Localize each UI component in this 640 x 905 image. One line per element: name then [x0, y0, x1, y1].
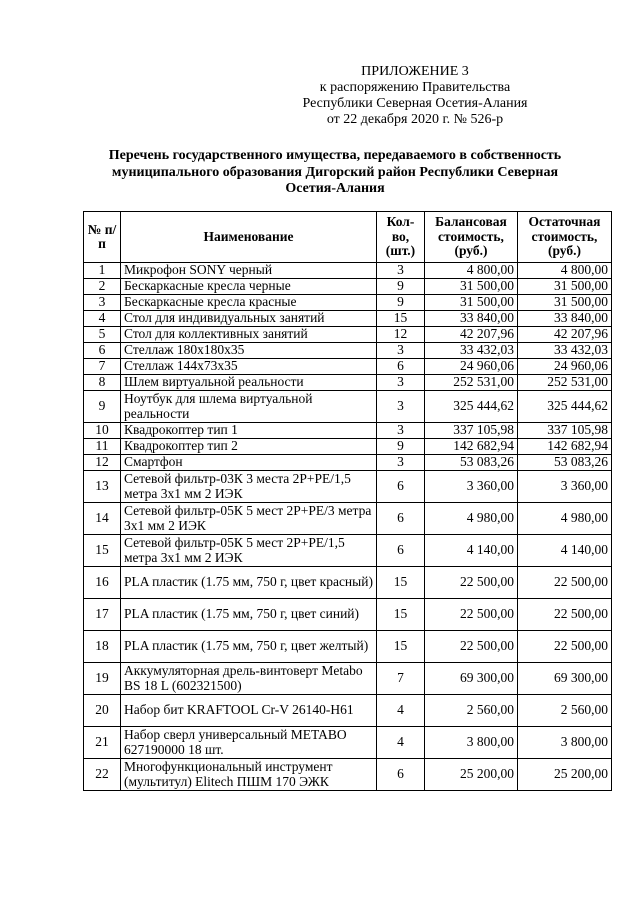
row-balance: 42 207,96: [425, 327, 518, 343]
row-number: 11: [84, 439, 121, 455]
table-row: [84, 439, 612, 455]
row-number: 8: [84, 375, 121, 391]
row-qty: 6: [377, 503, 425, 535]
row-balance: 4 140,00: [425, 535, 518, 567]
row-residual: 53 083,26: [518, 455, 612, 471]
header-residual: Остаточная стоимость, (руб.): [518, 212, 612, 263]
row-residual: 69 300,00: [518, 663, 612, 695]
row-qty: 9: [377, 295, 425, 311]
row-balance: 69 300,00: [425, 663, 518, 695]
row-residual: 325 444,62: [518, 391, 612, 423]
row-name: Квадрокоптер тип 2: [121, 439, 377, 455]
table-row: [84, 471, 612, 503]
row-number: 4: [84, 311, 121, 327]
table-row: [84, 359, 612, 375]
row-residual: 3 800,00: [518, 727, 612, 759]
row-number: 19: [84, 663, 121, 695]
row-residual: 4 800,00: [518, 263, 612, 279]
row-residual: 4 140,00: [518, 535, 612, 567]
row-residual: 22 500,00: [518, 567, 612, 599]
row-balance: 4 980,00: [425, 503, 518, 535]
row-balance: 31 500,00: [425, 295, 518, 311]
row-qty: 9: [377, 279, 425, 295]
row-name: PLA пластик (1.75 мм, 750 г, цвет красный): [121, 567, 377, 599]
row-number: 3: [84, 295, 121, 311]
row-balance: 33 840,00: [425, 311, 518, 327]
row-qty: 15: [377, 567, 425, 599]
row-number: 6: [84, 343, 121, 359]
table-row: [84, 311, 612, 327]
row-name: PLA пластик (1.75 мм, 750 г, цвет желтый): [121, 631, 377, 663]
row-name: Набор бит KRAFTOOL Cr-V 26140-H61: [121, 695, 377, 727]
appendix-date: от 22 декабря 2020 г. № 526-р: [326, 112, 504, 127]
row-qty: 3: [377, 263, 425, 279]
row-name: Стол для коллективных занятий: [121, 327, 377, 343]
document-title: [90, 148, 580, 198]
row-residual: 24 960,06: [518, 359, 612, 375]
header-qty: Кол-во, (шт.): [377, 212, 425, 263]
appendix-number: ПРИЛОЖЕНИЕ 3: [361, 64, 469, 79]
row-qty: 6: [377, 359, 425, 375]
row-qty: 3: [377, 423, 425, 439]
title-line: Перечень государственного имущества, передаваемого в собственность: [108, 148, 562, 163]
row-qty: 6: [377, 759, 425, 791]
row-name: Аккумуляторная дрель-винтоверт Metabo BS 18 L (602321500): [121, 663, 377, 695]
row-residual: 33 432,03: [518, 343, 612, 359]
table-row: [84, 279, 612, 295]
table-row: [84, 631, 612, 663]
row-qty: 4: [377, 727, 425, 759]
table-row: [84, 263, 612, 279]
row-qty: 3: [377, 455, 425, 471]
row-qty: 7: [377, 663, 425, 695]
row-residual: 2 560,00: [518, 695, 612, 727]
property-table: [83, 211, 612, 791]
row-number: 16: [84, 567, 121, 599]
row-name: Бескаркасные кресла черные: [121, 279, 377, 295]
row-number: 13: [84, 471, 121, 503]
header-name: Наименование: [121, 212, 377, 263]
row-qty: 15: [377, 599, 425, 631]
row-number: 20: [84, 695, 121, 727]
row-number: 14: [84, 503, 121, 535]
table-row: [84, 663, 612, 695]
row-name: Стеллаж 144х73х35: [121, 359, 377, 375]
table-row: [84, 535, 612, 567]
row-name: Ноутбук для шлема виртуальной реальности: [121, 391, 377, 423]
row-balance: 33 432,03: [425, 343, 518, 359]
row-balance: 325 444,62: [425, 391, 518, 423]
table-row: [84, 375, 612, 391]
row-residual: 31 500,00: [518, 295, 612, 311]
row-number: 15: [84, 535, 121, 567]
row-name: PLA пластик (1.75 мм, 750 г, цвет синий): [121, 599, 377, 631]
row-balance: 53 083,26: [425, 455, 518, 471]
row-balance: 142 682,94: [425, 439, 518, 455]
row-number: 5: [84, 327, 121, 343]
row-number: 22: [84, 759, 121, 791]
header-num: № п/п: [84, 212, 121, 263]
row-residual: 252 531,00: [518, 375, 612, 391]
row-qty: 9: [377, 439, 425, 455]
row-balance: 25 200,00: [425, 759, 518, 791]
row-number: 12: [84, 455, 121, 471]
row-residual: 337 105,98: [518, 423, 612, 439]
row-residual: 33 840,00: [518, 311, 612, 327]
table-row: [84, 599, 612, 631]
row-residual: 31 500,00: [518, 279, 612, 295]
row-number: 17: [84, 599, 121, 631]
row-number: 1: [84, 263, 121, 279]
table-row: [84, 759, 612, 791]
row-name: Многофункциональный инструмент (мультитул) Elitech ПШМ 170 ЭЖК: [121, 759, 377, 791]
row-residual: 22 500,00: [518, 599, 612, 631]
table-row: [84, 295, 612, 311]
table-row: [84, 695, 612, 727]
row-residual: 42 207,96: [518, 327, 612, 343]
row-name: Стол для индивидуальных занятий: [121, 311, 377, 327]
row-qty: 15: [377, 631, 425, 663]
row-name: Смартфон: [121, 455, 377, 471]
row-balance: 22 500,00: [425, 631, 518, 663]
table-row: [84, 727, 612, 759]
table-row: [84, 391, 612, 423]
table-row: [84, 423, 612, 439]
row-qty: 12: [377, 327, 425, 343]
appendix-header: [0, 64, 550, 128]
appendix-government: Республики Северная Осетия-Алания: [302, 96, 528, 111]
row-number: 9: [84, 391, 121, 423]
table-row: [84, 503, 612, 535]
row-residual: 3 360,00: [518, 471, 612, 503]
row-name: Бескаркасные кресла красные: [121, 295, 377, 311]
row-balance: 22 500,00: [425, 599, 518, 631]
row-balance: 3 800,00: [425, 727, 518, 759]
title-line: Осетия-Алания: [285, 181, 385, 196]
row-balance: 3 360,00: [425, 471, 518, 503]
row-name: Шлем виртуальной реальности: [121, 375, 377, 391]
row-number: 10: [84, 423, 121, 439]
row-balance: 24 960,06: [425, 359, 518, 375]
row-number: 2: [84, 279, 121, 295]
table-header-row: [84, 212, 612, 263]
row-number: 18: [84, 631, 121, 663]
row-residual: 142 682,94: [518, 439, 612, 455]
row-name: Набор сверл универсальный METABO 627190000 18 шт.: [121, 727, 377, 759]
table-row: [84, 343, 612, 359]
row-qty: 3: [377, 375, 425, 391]
row-name: Сетевой фильтр-03К 3 места 2Р+РЕ/1,5 метра 3х1 мм 2 ИЭК: [121, 471, 377, 503]
row-balance: 2 560,00: [425, 695, 518, 727]
row-qty: 6: [377, 535, 425, 567]
table-row: [84, 567, 612, 599]
row-qty: 3: [377, 343, 425, 359]
header-balance: Балансовая стоимость, (руб.): [425, 212, 518, 263]
row-residual: 25 200,00: [518, 759, 612, 791]
row-qty: 15: [377, 311, 425, 327]
row-balance: 4 800,00: [425, 263, 518, 279]
row-balance: 31 500,00: [425, 279, 518, 295]
row-qty: 6: [377, 471, 425, 503]
row-name: Квадрокоптер тип 1: [121, 423, 377, 439]
title-line: муниципального образования Дигорский район Республики Северная: [111, 164, 559, 180]
row-balance: 337 105,98: [425, 423, 518, 439]
row-number: 7: [84, 359, 121, 375]
appendix-reference: к распоряжению Правительства: [319, 80, 511, 95]
row-name: Сетевой фильтр-05К 5 мест 2Р+РЕ/1,5 метра 3х1 мм 2 ИЭК: [121, 535, 377, 567]
row-number: 21: [84, 727, 121, 759]
row-residual: 22 500,00: [518, 631, 612, 663]
row-qty: 3: [377, 391, 425, 423]
row-name: Микрофон SONY черный: [121, 263, 377, 279]
row-qty: 4: [377, 695, 425, 727]
row-balance: 22 500,00: [425, 567, 518, 599]
row-balance: 252 531,00: [425, 375, 518, 391]
table-row: [84, 455, 612, 471]
row-residual: 4 980,00: [518, 503, 612, 535]
table-row: [84, 327, 612, 343]
row-name: Стеллаж 180х180х35: [121, 343, 377, 359]
row-name: Сетевой фильтр-05К 5 мест 2Р+РЕ/3 метра 3х1 мм 2 ИЭК: [121, 503, 377, 535]
